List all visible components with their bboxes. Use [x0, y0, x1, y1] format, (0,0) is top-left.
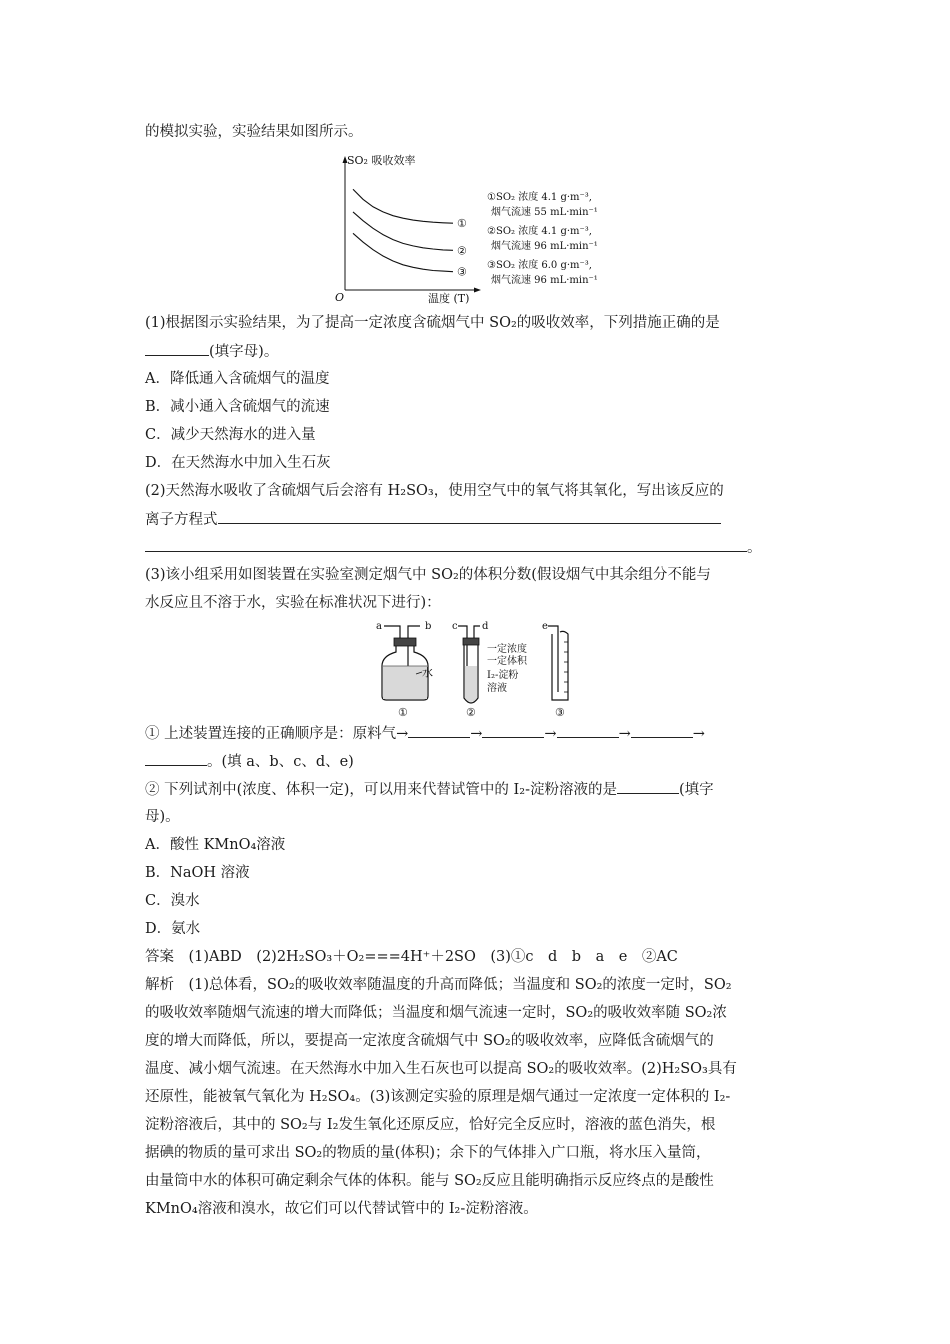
label-num-1: ① [398, 706, 408, 719]
q1-option-a: A．降低通入含硫烟气的温度 [145, 371, 330, 387]
sub2-option-b: B．NaOH 溶液 [145, 865, 250, 881]
x-axis-arrow [474, 288, 481, 293]
label-num-3: ③ [555, 706, 565, 719]
legend-line-6: 烟气流速 96 mL·min⁻¹ [491, 275, 598, 286]
sub2-option-d: D．氨水 [145, 921, 201, 937]
label-b: b [425, 621, 432, 632]
chart-svg [325, 150, 625, 308]
label-c: c [452, 621, 458, 632]
tube-text-2: 一定体积 [487, 656, 527, 667]
legend [487, 190, 598, 286]
sub1-blank-2[interactable] [482, 723, 544, 738]
sub1-line1 [145, 723, 705, 744]
series-label-3: ③ [457, 265, 467, 279]
label-num-2: ② [466, 706, 476, 719]
analysis-line-3: 度的增大而降低，所以，要提高一定浓度含硫烟气中 SO₂的吸收效率，应降低含硫烟气的 [145, 1033, 714, 1049]
sub1-arrow-4: → [692, 726, 705, 742]
q3-stem-line2: 水反应且不溶于水，实验在标准状况下进行)： [145, 595, 441, 611]
sub1-text: ① 上述装置连接的正确顺序是：原料气→ [145, 726, 409, 742]
sub2-line1 [145, 779, 714, 800]
q1-option-d: D．在天然海水中加入生石灰 [145, 455, 331, 471]
analysis-line-9: KMnO₄溶液和溴水，故它们可以代替试管中的 I₂-淀粉溶液。 [145, 1201, 538, 1217]
sub1-blank-4[interactable] [631, 723, 693, 738]
analysis-line-8: 由量筒中水的体积可确定剩余气体的体积。能与 SO₂反应且能明确指示反应终点的是酸性 [145, 1173, 714, 1189]
legend-line-2: 烟气流速 55 mL·min⁻¹ [491, 207, 598, 218]
sub1-blank-1[interactable] [408, 723, 470, 738]
label-a: a [376, 621, 382, 632]
analysis-line-5: 还原性，能被氧气氧化为 H₂SO₄。(3)该测定实验的原理是烟气通过一定浓度一定体积的 I₂- [145, 1089, 731, 1105]
legend-line-4: 烟气流速 96 mL·min⁻¹ [491, 241, 598, 252]
q1-option-c: C．减少天然海水的进入量 [145, 427, 316, 443]
legend-line-5: ③SO₂ 浓度 6.0 g·m⁻³, [487, 260, 592, 271]
origin-label: O [335, 291, 345, 304]
label-e: e [542, 621, 548, 632]
sub1-arrow-2: → [544, 726, 557, 742]
sub1-blank-3[interactable] [557, 723, 619, 738]
q2-end-mark: 。 [747, 540, 762, 556]
sub1-tail: 。(填 a、b、c、d、e) [207, 754, 354, 770]
sub1-arrow-3: → [618, 726, 631, 742]
series-line-3 [353, 233, 453, 271]
q1-option-b: B．减小通入含硫烟气的流速 [145, 399, 330, 415]
q3-stem-line1: (3)该小组采用如图装置在实验室测定烟气中 SO₂的体积分数(假设烟气中其余组分不能与 [145, 567, 711, 583]
analysis-line-7: 据碘的物质的量可求出 SO₂的物质的量(体积)；余下的气体排入广口瓶，将水压入量筒， [145, 1145, 711, 1161]
analysis-line-6: 淀粉溶液后，其中的 SO₂与 I₂发生氧化还原反应，恰好完全反应时，溶液的蓝色消失，根 [145, 1117, 716, 1133]
apparatus-figure [370, 618, 580, 720]
sub1-arrow-1: → [470, 726, 483, 742]
q2-stem-line1: (2)天然海水吸收了含硫烟气后会溶有 H₂SO₃，使用空气中的氧气将其氧化，写出该反应的 [145, 483, 724, 499]
q2-stem-line3 [145, 537, 762, 558]
series-layer [353, 189, 467, 279]
label-d: d [482, 621, 489, 632]
q1-answer-blank[interactable] [145, 341, 209, 356]
analysis-line-1: 解析 (1)总体看，SO₂的吸收效率随温度的升高而降低；当温度和 SO₂的浓度一定时，SO₂ [145, 977, 732, 993]
legend-line-3: ②SO₂ 浓度 4.1 g·m⁻³, [487, 226, 592, 237]
analysis-line-4: 温度、减小烟气流速。在天然海水中加入生石灰也可以提高 SO₂的吸收效率。(2)H₂SO₃具有 [145, 1061, 737, 1077]
q2-answer-blank-1[interactable] [218, 509, 721, 524]
water-label: 水 [422, 666, 433, 679]
q1-stem-line1: (1)根据图示实验结果，为了提高一定浓度含硫烟气中 SO₂的吸收效率，下列措施正确的是 [145, 315, 720, 331]
y-axis-label: SO₂ 吸收效率 [347, 154, 416, 167]
sub2-stem-tail: (填字 [678, 782, 714, 798]
q1-stem-line2 [145, 341, 278, 362]
series-label-1: ① [457, 217, 467, 231]
wide-mouth-bottle [376, 621, 433, 719]
q2-stem-line2 [145, 509, 721, 530]
series-line-1 [353, 189, 453, 223]
sub2-option-c: C．溴水 [145, 893, 200, 909]
answer-line: 答案 (1)ABD (2)2H₂SO₃＋O₂===4H⁺＋2SO (3)①c d b a e ②AC [145, 949, 678, 965]
so2-absorption-chart [325, 150, 625, 308]
test-tube [452, 621, 528, 719]
tube-text-1: 一定浓度 [487, 644, 527, 655]
q2-stem-label: 离子方程式 [145, 512, 218, 528]
tube-text-4: 溶液 [487, 683, 507, 694]
sub1-blank-5[interactable] [145, 751, 207, 766]
sub2-line2: 母)。 [145, 809, 180, 825]
graduated-cylinder [542, 621, 568, 719]
sub2-answer-blank[interactable] [617, 779, 679, 794]
sub1-line2 [145, 751, 354, 772]
q1-stem-tail: (填字母)。 [209, 344, 279, 360]
tube-text-3: I₂-淀粉 [487, 670, 519, 681]
analysis-line-2: 的吸收效率随烟气流速的增大而降低；当温度和烟气流速一定时，SO₂的吸收效率随 SO₂浓 [145, 1005, 727, 1021]
legend-line-1: ①SO₂ 浓度 4.1 g·m⁻³, [487, 192, 592, 203]
apparatus-svg [370, 618, 580, 720]
x-axis-label: 温度 (T) [428, 292, 470, 305]
sub2-stem: ② 下列试剂中(浓度、体积一定)，可以用来代替试管中的 I₂-淀粉溶液的是 [145, 782, 617, 798]
intro-text: 的模拟实验，实验结果如图所示。 [145, 124, 363, 140]
sub2-option-a: A．酸性 KMnO₄溶液 [145, 837, 286, 853]
series-label-2: ② [457, 244, 467, 258]
q2-answer-blank-2[interactable] [145, 537, 747, 552]
